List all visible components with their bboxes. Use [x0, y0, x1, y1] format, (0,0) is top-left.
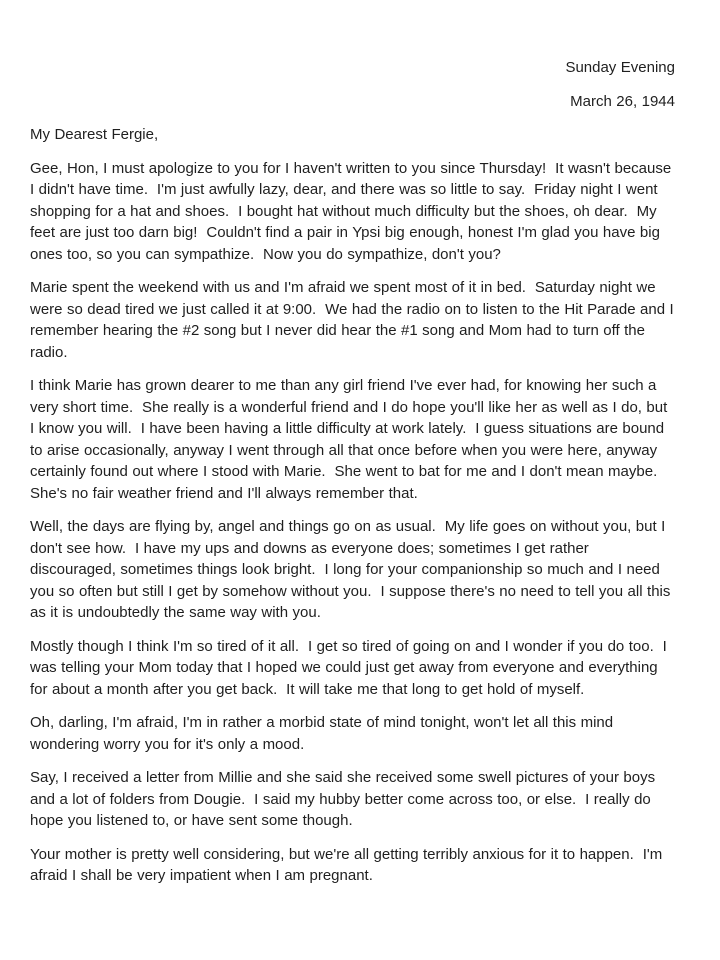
dateline-day: Sunday Evening	[565, 59, 675, 76]
letter-paragraph: Gee, Hon, I must apologize to you for I haven't written to you since Thursday! It wasn't because I didn't have time. I'm just awfully lazy, dear, and there was so little to say. Friday night I went shopping for a hat and shoes. I bought hat without much difficulty but the shoes, oh dear. My feet are just too darn big! Couldn't find a pair in Ypsi big enough, honest I'm glad you have big ones too, so you can sympathize. Now you do sympathize, don't you?	[30, 159, 676, 263]
letter-paragraph: I think Marie has grown dearer to me than any girl friend I've ever had, for knowing her such a very short time. She really is a wonderful friend and I do hope you'll like her as well as I do, but I know you will. I have been having a little difficulty at work lately. I guess situations are bound to arise occasionally, anyway I went through all that once before when you were here, anyway certainly found out where I stood with Marie. She went to bat for me and I don't mean maybe. She's no fair weather friend and I'll always remember that.	[30, 377, 672, 502]
dateline-date: March 26, 1944	[570, 92, 675, 110]
salutation: My Dearest Fergie,	[30, 126, 159, 143]
letter-paragraph: Say, I received a letter from Millie and she said she received some swell pictures of your boys and a lot of folders from Dougie. I said my hubby better come across too, or else. I really do hope you listened to, or have sent some though.	[30, 769, 660, 829]
letter-paragraph: Mostly though I think I'm so tired of it all. I get so tired of going on and I wonder if you do too. I was telling your Mom today that I hoped we could just get away from everyone and everything for about a month after you get back. It will take me that long to get hold of myself.	[30, 637, 672, 698]
letter-paragraph: Well, the days are flying by, angel and things go on as usual. My life goes on without you, but I don't see how. I have my ups and downs as everyone does; sometimes I get rather discouraged, sometimes things look bright. I long for your companionship so much and I need you so often but still I get by somehow without you. I suppose there's no need to tell you all this as it is undoubtedly the same way with you.	[30, 518, 675, 621]
letter-paragraph: Your mother is pretty well considering, but we're all getting terribly anxious for it to happen. I'm afraid I shall be very impatient when I am pregnant.	[30, 845, 667, 884]
letter-paragraph: Oh, darling, I'm afraid, I'm in rather a morbid state of mind tonight, won't let all this mind wondering worry you for it's only a mood.	[30, 714, 618, 753]
letter-paragraph: Marie spent the weekend with us and I'm afraid we spent most of it in bed. Saturday night we were so dead tired we just called it at 9:00. We had the radio on to listen to the Hit Parade and I remember hearing the #2 song but I never did hear the #1 song and Mom had to turn off the radio.	[30, 279, 679, 361]
